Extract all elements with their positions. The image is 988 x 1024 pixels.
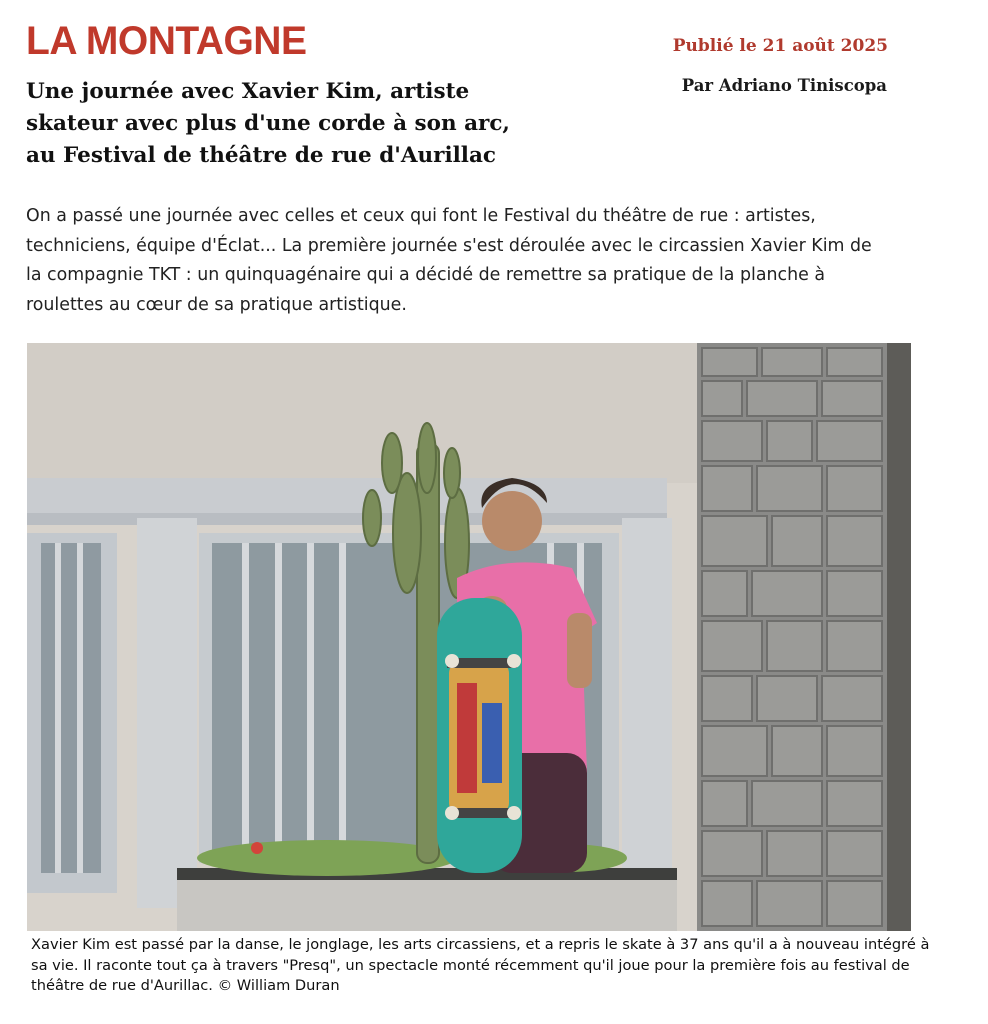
publication-date: Publié le 21 août 2025 (672, 36, 888, 56)
author-byline: Par Adriano Tiniscopa (681, 76, 887, 95)
photo-illustration (27, 343, 911, 931)
article-photo (27, 343, 911, 931)
article-lead: On a passé une journée avec celles et ceux qui font le Festival du théâtre de rue : artistes, techniciens, équipe d'Éclat... La première journée s'est déroulée avec le circassien Xavier Kim de la compagnie TKT : un quinquagénaire qui a décidé de remettre sa pratique de la planche à roulettes au cœur de sa pratique artistique. (26, 206, 872, 315)
photo-caption: Xavier Kim est passé par la danse, le jonglage, les arts circassiens, et a repris le skate à 37 ans qu'il a à nouveau intégré à sa vie. Il raconte tout ça à travers "Presq", un spectacle monté récemment qu'il joue pour la première fois au festival de théâtre de rue d'Aurillac. © William Duran (31, 936, 930, 994)
article-headline: Une journée avec Xavier Kim, artiste skateur avec plus d'une corde à son arc, au Festival de théâtre de rue d'Aurillac (26, 79, 510, 168)
masthead-logo[interactable]: LA MONTAGNE (26, 19, 307, 64)
